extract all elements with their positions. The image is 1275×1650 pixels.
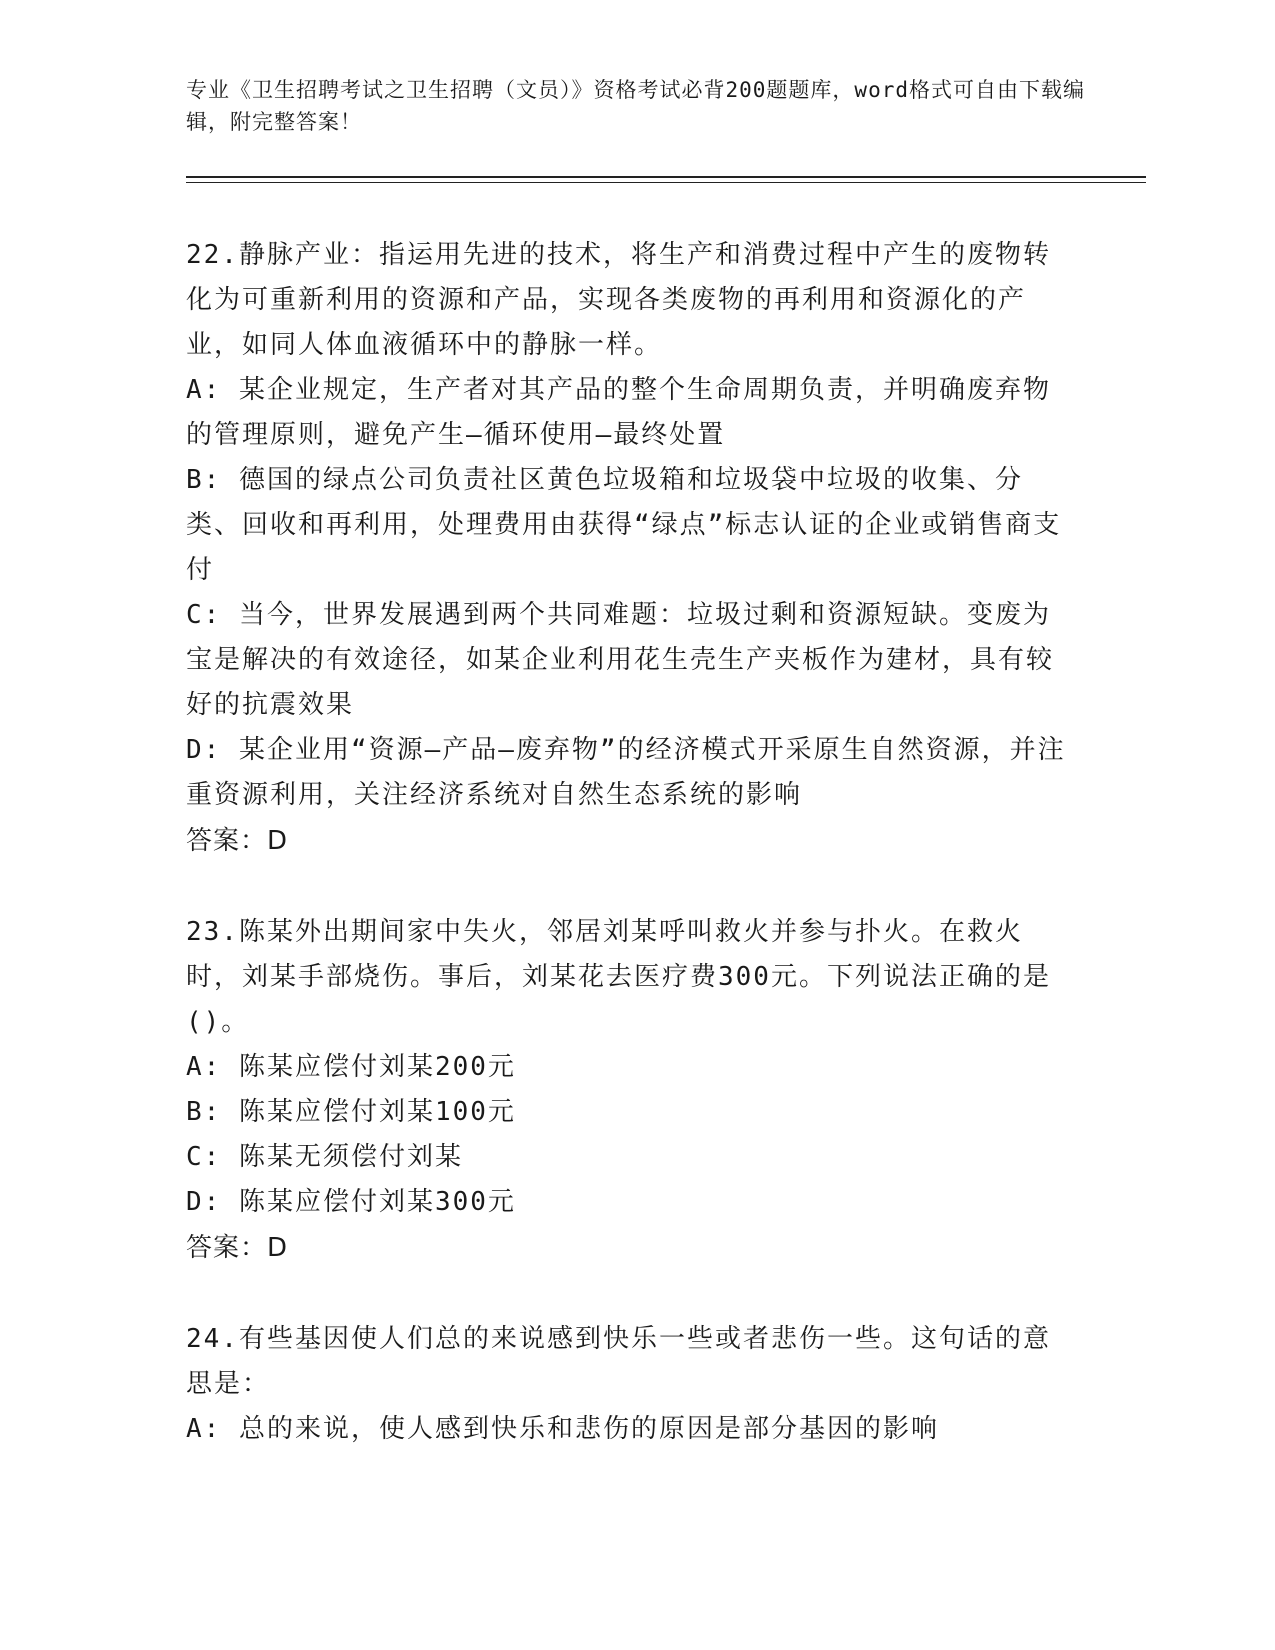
option-text: 某企业用“资源—产品—废弃物”的经济模式开采原生自然资源，并注重资源利用，关注经济系统对自然生态系统的影响: [186, 735, 1066, 810]
question-24: [186, 1317, 1066, 1452]
option-text: 陈某应偿付刘某100元: [238, 1097, 516, 1127]
option-key: D:: [186, 1187, 222, 1217]
question-23: [186, 910, 1066, 1271]
option-a: [186, 1407, 1066, 1452]
answer-line: 答案：D: [186, 826, 289, 856]
option-text: 陈某应偿付刘某200元: [238, 1052, 516, 1082]
option-text: 当今，世界发展遇到两个共同难题：垃圾过剩和资源短缺。变废为宝是解决的有效途径，如某企业利用花生壳生产夹板作为建材，具有较好的抗震效果: [186, 600, 1055, 720]
option-key: B:: [186, 1097, 222, 1127]
question-number: 24.: [186, 1324, 239, 1354]
option-key: C:: [186, 1142, 222, 1172]
header-divider-thick: [186, 176, 1146, 178]
question-body: 静脉产业：指运用先进的技术，将生产和消费过程中产生的废物转化为可重新利用的资源和产品，实现各类废物的再利用和资源化的产业，如同人体血液循环中的静脉一样。: [186, 240, 1051, 360]
option-key: B:: [186, 465, 222, 495]
option-b: [186, 458, 1066, 593]
question-body: 陈某外出期间家中失火，邻居刘某呼叫救火并参与扑火。在救火时，刘某手部烧伤。事后，刘某花去医疗费300元。下列说法正确的是()。: [186, 917, 1051, 1037]
question-text: [186, 1317, 1066, 1407]
option-key: A:: [186, 375, 222, 405]
option-a: [186, 1045, 1066, 1090]
option-text: 陈某应偿付刘某300元: [238, 1187, 516, 1217]
option-key: A:: [186, 1414, 222, 1444]
option-key: C:: [186, 600, 222, 630]
option-text: 总的来说，使人感到快乐和悲伤的原因是部分基因的影响: [238, 1414, 939, 1444]
option-key: D:: [186, 735, 222, 765]
option-c: [186, 593, 1066, 728]
option-text: 德国的绿点公司负责社区黄色垃圾箱和垃圾袋中垃圾的收集、分类、回收和再利用，处理费用由获得“绿点”标志认证的企业或销售商支付: [186, 465, 1062, 585]
option-a: [186, 368, 1066, 458]
answer-line: 答案：D: [186, 1233, 289, 1263]
option-text: 陈某无须偿付刘某: [238, 1142, 463, 1172]
question-number: 22.: [186, 240, 239, 270]
question-number: 23.: [186, 917, 239, 947]
question-text: [186, 233, 1066, 368]
option-key: A:: [186, 1052, 222, 1082]
option-d: [186, 728, 1066, 818]
header-text: 专业《卫生招聘考试之卫生招聘（文员）》资格考试必背200题题库，word格式可自由下载编辑，附完整答案！: [186, 78, 1085, 134]
question-body: 有些基因使人们总的来说感到快乐一些或者悲伤一些。这句话的意思是：: [186, 1324, 1051, 1399]
document-header: [186, 74, 1086, 138]
question-text: [186, 910, 1066, 1045]
option-c: [186, 1135, 1066, 1180]
question-list: [186, 233, 1066, 1498]
option-text: 某企业规定，生产者对其产品的整个生命周期负责，并明确废弃物的管理原则，避免产生—循环使用—最终处置: [186, 375, 1051, 450]
option-b: [186, 1090, 1066, 1135]
option-d: [186, 1180, 1066, 1225]
question-22: [186, 233, 1066, 864]
header-divider-thin: [186, 182, 1146, 183]
